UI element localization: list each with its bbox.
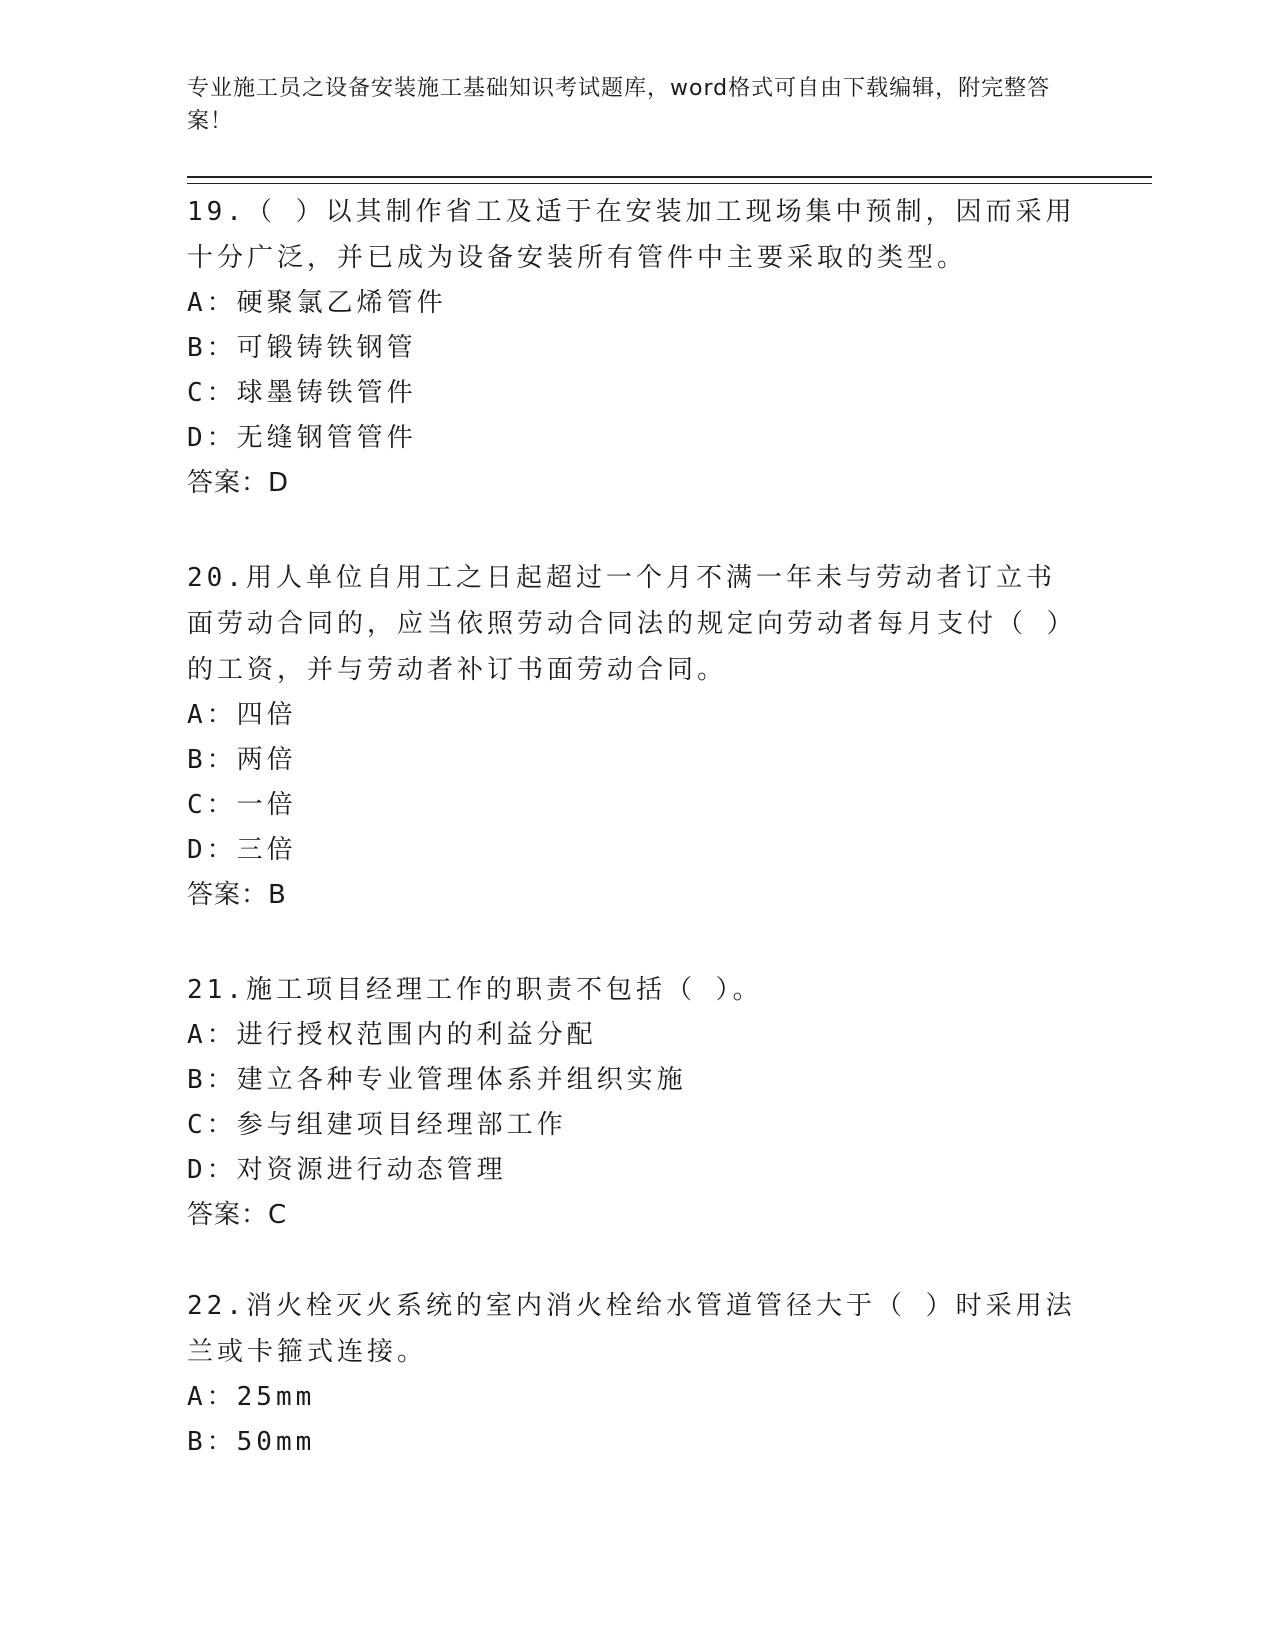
option-a: A：进行授权范围内的利益分配 <box>187 1020 597 1050</box>
question-text: 20.用人单位自用工之日起超过一个月不满一年未与劳动者订立书面劳动合同的，应当依照劳动合同法的规定向劳动者每月支付（ ）的工资，并与劳动者补订书面劳动合同。 <box>187 563 1077 685</box>
option-a: A：四倍 <box>187 700 297 730</box>
option-a: A：硬聚氯乙烯管件 <box>187 288 447 318</box>
answer-text: 答案：B <box>187 880 287 910</box>
answer-text: 答案：C <box>187 1200 288 1230</box>
option-d: D：对资源进行动态管理 <box>187 1155 507 1185</box>
option-b: B：50mm <box>187 1427 316 1457</box>
document-header: 专业施工员之设备安装施工基础知识考试题库，word格式可自由下载编辑，附完整答案！ <box>187 76 1051 134</box>
question-text: 19.（ ）以其制作省工及适于在安装加工现场集中预制，因而采用十分广泛，并已成为设备安装所有管件中主要采取的类型。 <box>187 197 1076 273</box>
option-b: B：可锻铸铁钢管 <box>187 333 417 363</box>
answer-text: 答案：D <box>187 468 290 498</box>
option-b: B：两倍 <box>187 745 297 775</box>
option-d: D：无缝钢管管件 <box>187 423 417 453</box>
question-22 <box>187 1283 1077 1465</box>
question-20 <box>187 555 1077 918</box>
question-text: 22.消火栓灭火系统的室内消火栓给水管道管径大于（ ）时采用法兰或卡箍式连接。 <box>187 1291 1076 1367</box>
question-text: 21.施工项目经理工作的职责不包括（ ）。 <box>187 975 763 1005</box>
question-21 <box>187 967 1077 1238</box>
question-19 <box>187 189 1077 506</box>
option-c: C：球墨铸铁管件 <box>187 378 417 408</box>
option-a: A：25mm <box>187 1382 316 1412</box>
option-c: C：参与组建项目经理部工作 <box>187 1110 567 1140</box>
option-c: C：一倍 <box>187 790 297 820</box>
option-d: D：三倍 <box>187 835 297 865</box>
header-divider <box>187 176 1152 184</box>
option-b: B：建立各种专业管理体系并组织实施 <box>187 1065 687 1095</box>
